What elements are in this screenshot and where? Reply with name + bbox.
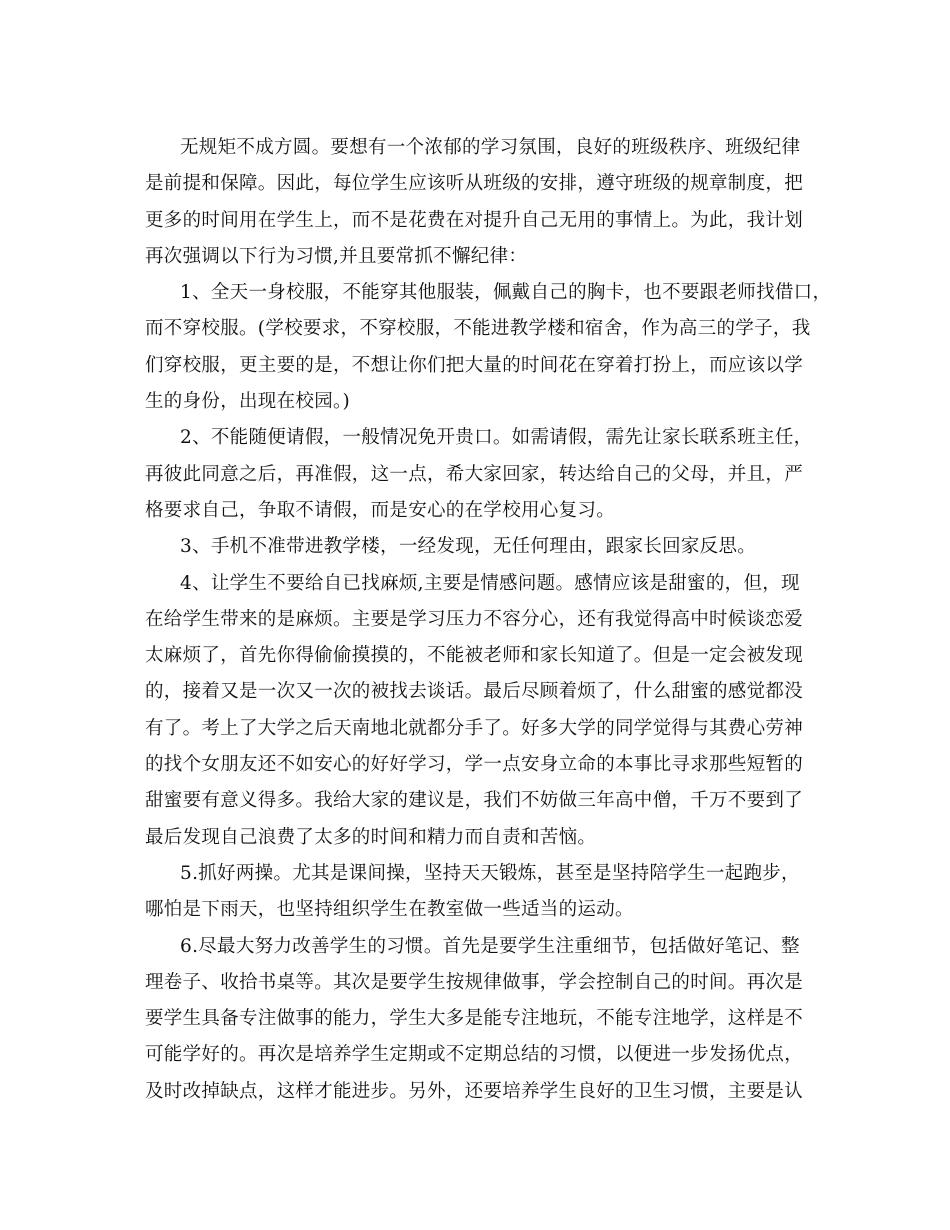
text-line: 更多的时间用在学生上，而不是花费在对提升自己无用的事情上。为此，我计划: [145, 209, 804, 231]
document-body: [145, 130, 832, 1110]
text-line: 而不穿校服。(学校要求，不穿校服，不能进教学楼和宿舍，作为高三的学子，我: [145, 318, 811, 340]
text-line: 再次强调以下行为习惯,并且要常抓不懈纪律：: [145, 245, 528, 267]
text-line: 无规矩不成方圆。要想有一个浓郁的学习氛围，良好的班级秩序、班级纪律: [180, 137, 801, 158]
text-line: 在给学生带来的是麻烦。主要是学习压力不容分心，还有我觉得高中时候谈恋爱: [145, 608, 804, 630]
text-line: 5.抓好两操。尤其是课间操，坚持天天锻炼，甚至是坚持陪学生一起跑步，: [180, 862, 800, 884]
text-line: 4、让学生不要给自已找麻烦,主要是情感问题。感情应该是甜蜜的，但，现: [180, 572, 800, 594]
text-line: 要学生具备专注做事的能力，学生大多是能专注地玩，不能专注地学，这样是不: [145, 1008, 804, 1030]
text-line: 格要求自己，争取不请假，而是安心的在学校用心复习。: [145, 499, 616, 521]
text-line: 们穿校服，更主要的是，不想让你们把大量的时间花在穿着打扮上，而应该以学: [145, 354, 804, 376]
text-line: 哪怕是下雨天，也坚持组织学生在教室做一些适当的运动。: [145, 899, 634, 921]
text-line: 的找个女朋友还不如安心的好好学习，学一点安身立命的本事比寻求那些短暂的: [145, 754, 804, 776]
paragraph-intro: [145, 130, 825, 275]
paragraph-rule-5: [145, 856, 825, 929]
text-line: 再彼此同意之后，再准假，这一点，希大家回家，转达给自己的父母，并且，严: [145, 463, 804, 485]
paragraph-rule-1: [145, 275, 832, 420]
text-line: 2、不能随便请假，一般情况免开贵口。如需请假，需先让家长联系班主任，: [180, 427, 813, 449]
text-line: 理卷子、收拾书桌等。其次是要学生按规律做事，学会控制自己的时间。再次是: [145, 971, 804, 993]
text-line: 及时改掉缺点，这样才能进步。另外，还要培养学生良好的卫生习惯，主要是认: [145, 1080, 804, 1102]
text-line: 最后发现自己浪费了太多的时间和精力而自责和苦恼。: [145, 826, 597, 848]
text-line: 有了。考上了大学之后天南地北就都分手了。好多大学的同学觉得与其费心劳神: [145, 717, 804, 739]
paragraph-rule-4: [145, 566, 825, 856]
paragraph-rule-3: [145, 529, 825, 565]
text-line: 甜蜜要有意义得多。我给大家的建议是，我们不妨做三年高中僧，千万不要到了: [145, 790, 804, 812]
text-line: 可能学好的。再次是培养学生定期或不定期总结的习惯，以便进一步发扬优点，: [145, 1044, 804, 1066]
text-line: 生的身份，出现在校园。): [145, 391, 351, 413]
paragraph-rule-2: [145, 420, 825, 529]
text-line: 6.尽最大努力改善学生的习惯。首先是要学生注重细节，包括做好笔记、整: [180, 935, 800, 957]
text-line: 的，接着又是一次又一次的被找去谈话。最后尽顾着烦了，什么甜蜜的感觉都没: [145, 681, 804, 703]
text-line: 是前提和保障。因此，每位学生应该听从班级的安排，遵守班级的规章制度，把: [145, 173, 804, 195]
text-line: 太麻烦了，首先你得偷偷摸摸的，不能被老师和家长知道了。但是一定会被发现: [145, 645, 804, 667]
text-line: 1、全天一身校服，不能穿其他服装，佩戴自己的胸卡，也不要跟老师找借口，: [180, 282, 832, 304]
text-line: 3、手机不准带进教学楼，一经发现，无任何理由，跟家长回家反思。: [180, 536, 757, 558]
paragraph-rule-6: [145, 929, 825, 1110]
